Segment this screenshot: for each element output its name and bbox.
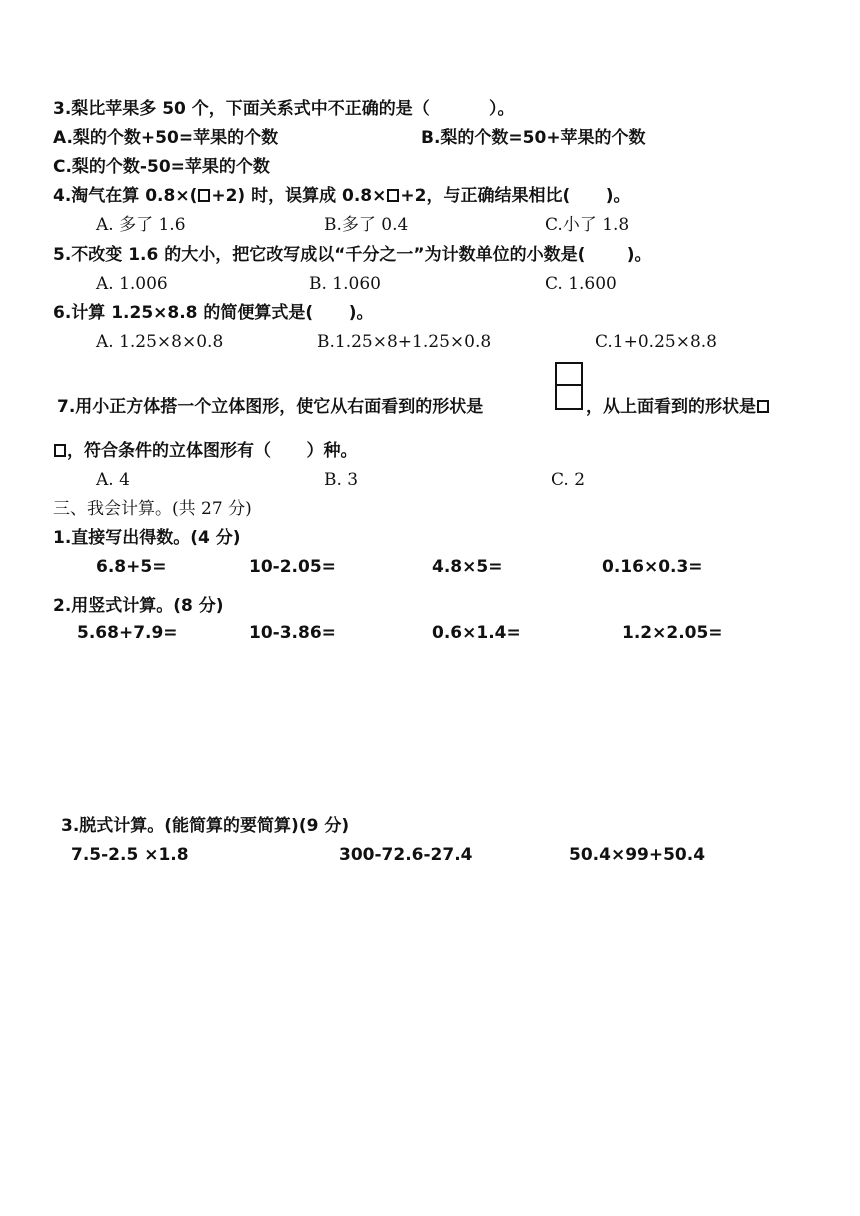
- part2-item: 1.2×2.05=: [622, 623, 723, 643]
- q3-stem: 3.梨比苹果多 50 个，下面关系式中不正确的是（ ）。: [53, 99, 515, 119]
- top-view-square-icon: [757, 400, 769, 413]
- q5-option-b: B. 1.060: [309, 274, 381, 294]
- q7-stem-part2-text: ，从上面看到的形状是: [586, 397, 756, 417]
- part3-title: 3.脱式计算。(能简算的要简算)(9 分): [61, 816, 350, 836]
- section3-title: 三、我会计算。(共 27 分): [53, 499, 252, 519]
- q4-option-c: C.小了 1.8: [545, 215, 630, 235]
- part1-item: 6.8+5=: [96, 557, 167, 577]
- q4-stem: [53, 185, 631, 207]
- part2-title: 2.用竖式计算。(8 分): [53, 596, 224, 616]
- q4-stem-part2: +2) 时，误算成 0.8×: [211, 186, 387, 206]
- q4-stem-part1: 4.淘气在算 0.8×(: [53, 186, 198, 206]
- part1-item: 0.16×0.3=: [602, 557, 703, 577]
- q7-stem-part2: [586, 396, 770, 418]
- q7-stem-part3: [53, 440, 358, 462]
- q5-option-a: A. 1.006: [96, 274, 168, 294]
- q4-stem-part3: +2，与正确结果相比( )。: [400, 186, 631, 206]
- q5-option-c: C. 1.600: [545, 274, 617, 294]
- q6-stem: 6.计算 1.25×8.8 的简便算式是( )。: [53, 303, 374, 323]
- part3-item: 50.4×99+50.4: [569, 845, 706, 865]
- q7-stem-part1: 7.用小正方体搭一个立体图形，使它从右面看到的形状是: [57, 397, 484, 417]
- part3-item: 300-72.6-27.4: [339, 845, 473, 865]
- q4-option-b: B.多了 0.4: [324, 215, 409, 235]
- part2-item: 10-3.86=: [249, 623, 336, 643]
- part1-item: 4.8×5=: [432, 557, 503, 577]
- part2-item: 5.68+7.9=: [77, 623, 178, 643]
- q6-option-c: C.1+0.25×8.8: [595, 332, 717, 352]
- part1-title: 1.直接写出得数。(4 分): [53, 528, 241, 548]
- q7-stem-part3-text: ，符合条件的立体图形有（ ）种。: [67, 441, 358, 461]
- part1-item: 10-2.05=: [249, 557, 336, 577]
- q7-option-b: B. 3: [324, 470, 359, 490]
- q3-option-c: C.梨的个数-50=苹果的个数: [53, 157, 270, 177]
- q7-option-a: A. 4: [96, 470, 130, 490]
- part2-item: 0.6×1.4=: [432, 623, 521, 643]
- blank-square-icon: [387, 189, 399, 202]
- blank-square-icon: [198, 189, 210, 202]
- q3-option-a: A.梨的个数+50=苹果的个数: [53, 128, 279, 148]
- q7-option-c: C. 2: [551, 470, 586, 490]
- q5-stem: 5.不改变 1.6 的大小，把它改写成以“千分之一”为计数单位的小数是( )。: [53, 245, 652, 265]
- top-view-square-icon: [54, 444, 66, 457]
- q6-option-b: B.1.25×8+1.25×0.8: [317, 332, 492, 352]
- right-view-shape-icon: [555, 362, 583, 410]
- q4-option-a: A. 多了 1.6: [96, 215, 186, 235]
- q3-option-b: B.梨的个数=50+苹果的个数: [421, 128, 646, 148]
- part3-item: 7.5-2.5 ×1.8: [71, 845, 189, 865]
- q6-option-a: A. 1.25×8×0.8: [96, 332, 224, 352]
